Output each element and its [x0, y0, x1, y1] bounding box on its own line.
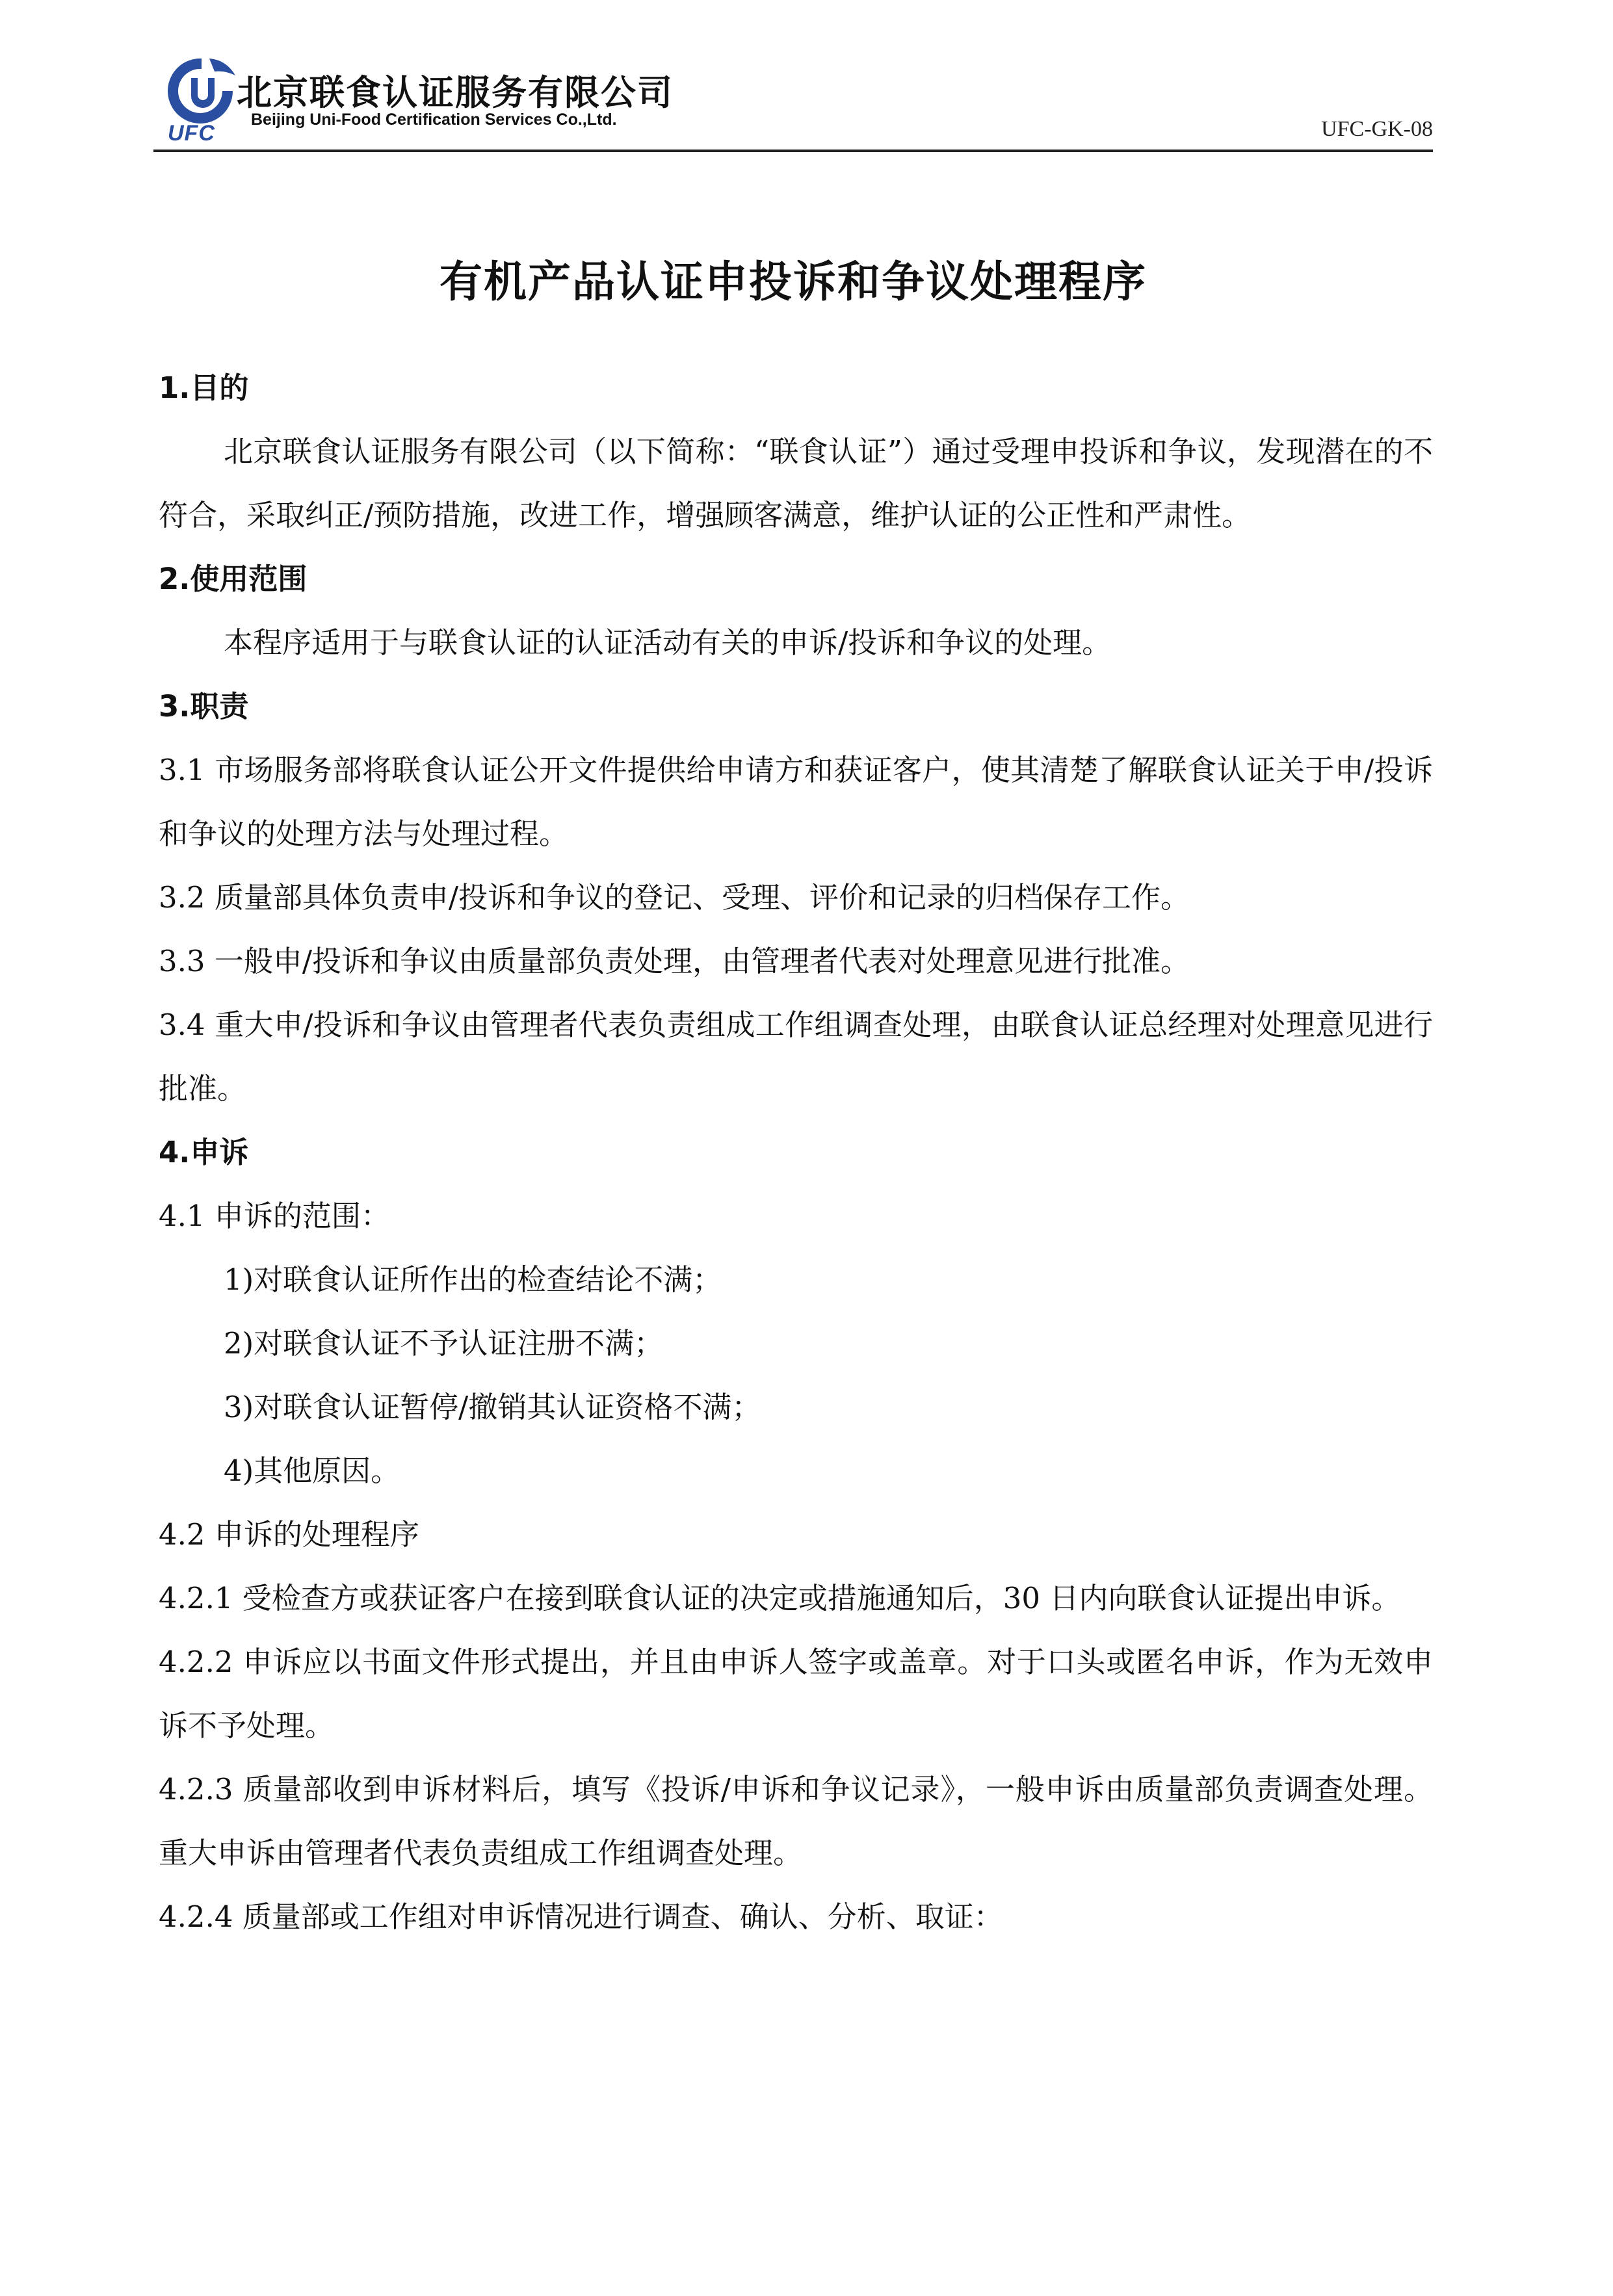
paragraph: 4.2.2 申诉应以书面文件形式提出，并且由申诉人签字或盖章。对于口头或匿名申诉，作为无效申诉不予处理。: [159, 1645, 1433, 1743]
section-heading-responsibilities: 3.职责: [159, 689, 249, 724]
company-name-en: Beijing Uni-Food Certification Services Co.,Ltd.: [251, 111, 617, 129]
list-item: 4)其他原因。: [224, 1454, 400, 1488]
section-heading-scope: 2.使用范围: [159, 562, 308, 596]
logo-text: UFC: [168, 121, 215, 146]
document-code: UFC-GK-08: [1321, 117, 1433, 141]
section-heading-appeal: 4.申诉: [159, 1135, 249, 1169]
paragraph: 本程序适用于与联食认证的认证活动有关的申诉/投诉和争议的处理。: [224, 625, 1112, 660]
company-name-cn: 北京联食认证服务有限公司: [237, 72, 674, 113]
paragraph: 3.1 市场服务部将联食认证公开文件提供给申请方和获证客户，使其清楚了解联食认证关于申/投诉和争议的处理方法与处理过程。: [159, 753, 1433, 851]
paragraph: 3.3 一般申/投诉和争议由质量部负责处理，由管理者代表对处理意见进行批准。: [159, 944, 1190, 978]
paragraph: 3.4 重大申/投诉和争议由管理者代表负责组成工作组调查处理，由联食认证总经理对处理意见进行批准。: [159, 1008, 1433, 1106]
paragraph: 4.2.4 质量部或工作组对申诉情况进行调查、确认、分析、取证：: [159, 1899, 1003, 1934]
paragraph: 3.2 质量部具体负责申/投诉和争议的登记、受理、评价和记录的归档保存工作。: [159, 880, 1190, 915]
paragraph: 4.2 申诉的处理程序: [159, 1517, 419, 1552]
paragraph: 4.1 申诉的范围：: [159, 1199, 390, 1233]
paragraph: 北京联食认证服务有限公司（以下简称：“联食认证”）通过受理申投诉和争议，发现潜在的不符合，采取纠正/预防措施，改进工作，增强顾客满意，维护认证的公正性和严肃性。: [159, 434, 1433, 532]
paragraph: 4.2.3 质量部收到申诉材料后，填写《投诉/申诉和争议记录》，一般申诉由质量部负责调查处理。重大申诉由管理者代表负责组成工作组调查处理。: [159, 1772, 1433, 1870]
list-item: 3)对联食认证暂停/撤销其认证资格不满；: [224, 1390, 761, 1424]
page-header: [153, 53, 1433, 152]
paragraph: 4.2.1 受检查方或获证客户在接到联食认证的决定或措施通知后，30 日内向联食认证提出申诉。: [159, 1581, 1401, 1615]
list-item: 2)对联食认证不予认证注册不满；: [224, 1326, 664, 1361]
section-heading-purpose: 1.目的: [159, 371, 249, 405]
document-body: [159, 356, 1433, 1949]
list-item: 1)对联食认证所作出的检查结论不满；: [224, 1262, 722, 1297]
document-title: 有机产品认证申投诉和争议处理程序: [439, 257, 1147, 307]
